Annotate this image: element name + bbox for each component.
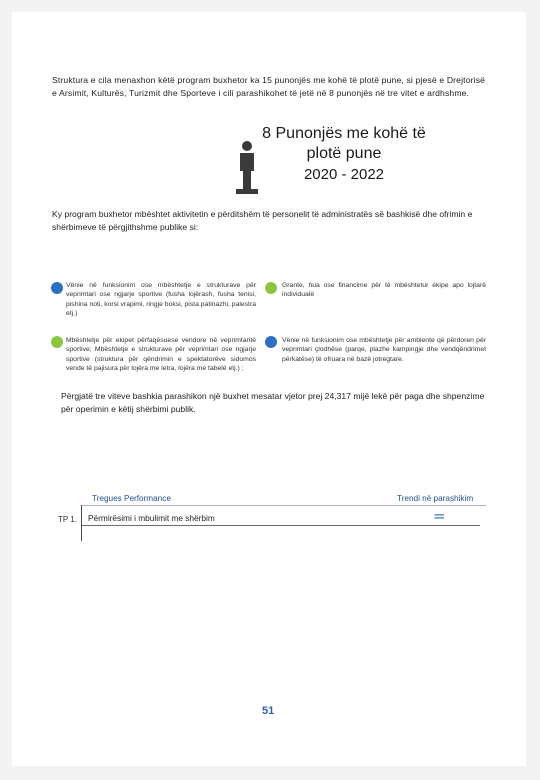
kpi-header-indicator: Tregues Performance: [92, 494, 171, 503]
program-description: Ky program buxhetor mbështet aktivitetin e përditshëm të personelit të administratës së bashkisë dhe ofrimin e shërbimeve të përgjithshme publike si:: [52, 209, 473, 232]
kpi-column-divider: [81, 505, 82, 541]
service-bullet-icon: [265, 282, 277, 294]
staff-count-text: 8 Punonjës me kohë të: [262, 125, 426, 142]
service-item: Vënie në funksionim ose mbështetje e strukturave për veprimtari ose ngjarje sportive (fusha lojërash, fusha tenisi, pishina noti, korsi vrapimi, ringje boksi, pista patinazhi, palestra etj.): [66, 282, 256, 317]
kpi-header-trend: Trendi në parashikim: [397, 494, 474, 503]
service-bullet-icon: [265, 336, 277, 348]
service-item: Mbështetje për ekipet përfaqësuese vendore në veprimtaritë sportive; Mbështetje e strukturave për veprimtari ose ngjarje sportive (struktura për qëndrimin e spektatorëve sidomos vende të pajisura për lojëra me letra, lojëra me tabelë etj.) ;: [66, 337, 256, 372]
kpi-row-divider: [82, 525, 480, 526]
service-item: Grante, hua ose financime për të mbështetur ekipe apo lojtarë individualë: [282, 282, 486, 299]
kpi-header-divider: [82, 505, 486, 506]
staff-highlight: [232, 124, 442, 194]
budget-summary: Përgjatë tre viteve bashkia parashikon një buxhet mesatar vjetor prej 24,317 mijë lekë për paga dhe shpenzime për operimin e këtij shërbimi publik.: [61, 391, 485, 414]
kpi-code: TP 1.: [58, 515, 77, 524]
page-number: 51: [262, 705, 275, 717]
trend-equal-icon: =: [433, 507, 446, 525]
service-bullet-icon: [51, 336, 63, 348]
kpi-label: Përmirësimi i mbulimit me shërbim: [88, 513, 215, 523]
intro-paragraph: Struktura e cila menaxhon këtë program buxhetor ka 15 punonjës me kohë të plotë pune, si pjesë e Drejtorisë e Arsimit, Kulturës, Turizmit dhe Sporteve i cili parashikohet të jetë në 8 punonjës në tre vitet e ardhshme.: [52, 75, 486, 98]
staff-period: 2020 - 2022: [303, 166, 385, 183]
staff-count-text-2: plotë pune: [306, 145, 382, 162]
service-item: Vënie në funksionim ose mbështetje për ambiente që përdoren për veprimtari çlodhëse (parqe, plazhe kampingje dhe vendqëndrimet përkatëse) të ofruara në bazë jotregtare.: [282, 337, 486, 363]
service-bullet-icon: [51, 282, 63, 294]
